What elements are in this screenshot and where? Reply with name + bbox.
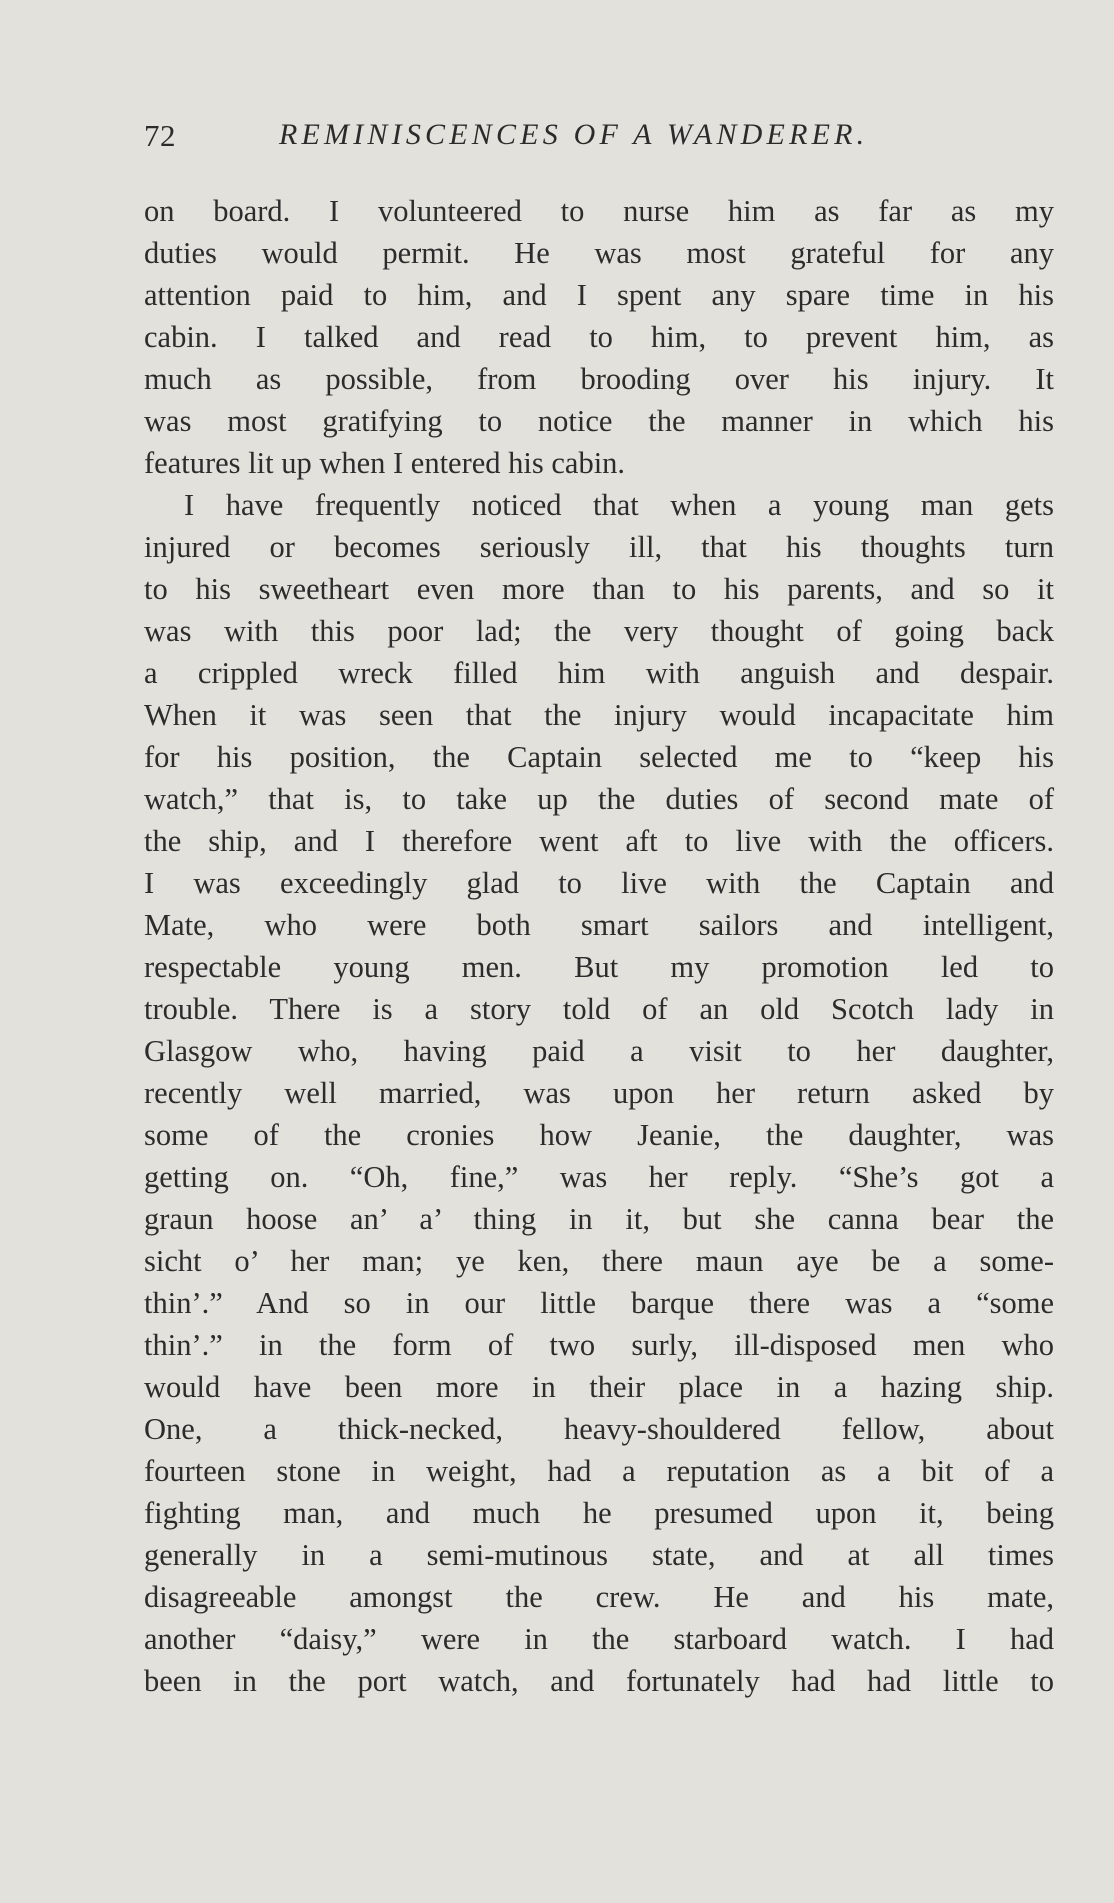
text-line: was most gratifying to notice the manner in which his [144,404,1054,438]
text-line: trouble. There is a story told of an old Scotch lady in [144,992,1054,1026]
text-line: I was exceedingly glad to live with the Captain and [144,866,1054,900]
text-line: the ship, and I therefore went aft to live with the officers. [144,824,1054,858]
paragraph-start-line: I have frequently noticed that when a young man gets [184,488,1054,522]
text-line: features lit up when I entered his cabin. [144,446,626,480]
page-number: 72 [144,118,176,153]
text-line: much as possible, from brooding over his injury. It [144,362,1054,396]
text-line: some of the cronies how Jeanie, the daughter, was [144,1118,1054,1152]
text-line: generally in a semi-mutinous state, and at all times [144,1538,1054,1572]
text-line: When it was seen that the injury would incapacitate him [144,698,1054,732]
running-title: REMINISCENCES OF A WANDERER. [279,118,869,151]
text-line: another “daisy,” were in the starboard watch. I had [144,1622,1054,1656]
text-line: thin’.” in the form of two surly, ill-disposed men who [144,1328,1054,1362]
text-line: disagreeable amongst the crew. He and his mate, [144,1580,1054,1614]
text-line: Glasgow who, having paid a visit to her daughter, [144,1034,1054,1068]
text-line: fourteen stone in weight, had a reputation as a bit of a [144,1454,1054,1488]
text-line: to his sweetheart even more than to his parents, and so it [144,572,1054,606]
text-line: duties would permit. He was most grateful for any [144,236,1054,270]
text-line: on board. I volunteered to nurse him as far as my [144,194,1054,228]
text-line: recently well married, was upon her return asked by [144,1076,1054,1110]
text-line: been in the port watch, and fortunately had had little to [144,1664,1054,1698]
text-line: fighting man, and much he presumed upon it, being [144,1496,1054,1530]
text-line: would have been more in their place in a hazing ship. [144,1370,1054,1404]
text-line: thin’.” And so in our little barque there was a “some [144,1286,1054,1320]
text-line: graun hoose an’ a’ thing in it, but she canna bear the [144,1202,1054,1236]
page-header [144,118,1054,168]
text-line: respectable young men. But my promotion led to [144,950,1054,984]
text-line: Mate, who were both smart sailors and intelligent, [144,908,1054,942]
text-line: One, a thick-necked, heavy-shouldered fellow, about [144,1412,1054,1446]
text-line: for his position, the Captain selected me to “keep his [144,740,1054,774]
text-line: attention paid to him, and I spent any spare time in his [144,278,1054,312]
body-text [144,190,1054,1702]
text-line: getting on. “Oh, fine,” was her reply. “She’s got a [144,1160,1054,1194]
text-line: cabin. I talked and read to him, to prevent him, as [144,320,1054,354]
text-line: watch,” that is, to take up the duties of second mate of [144,782,1054,816]
text-line: sicht o’ her man; ye ken, there maun aye be a some- [144,1244,1054,1278]
text-line: was with this poor lad; the very thought of going back [144,614,1054,648]
text-line: a crippled wreck filled him with anguish and despair. [144,656,1054,690]
text-line: injured or becomes seriously ill, that his thoughts turn [144,530,1054,564]
